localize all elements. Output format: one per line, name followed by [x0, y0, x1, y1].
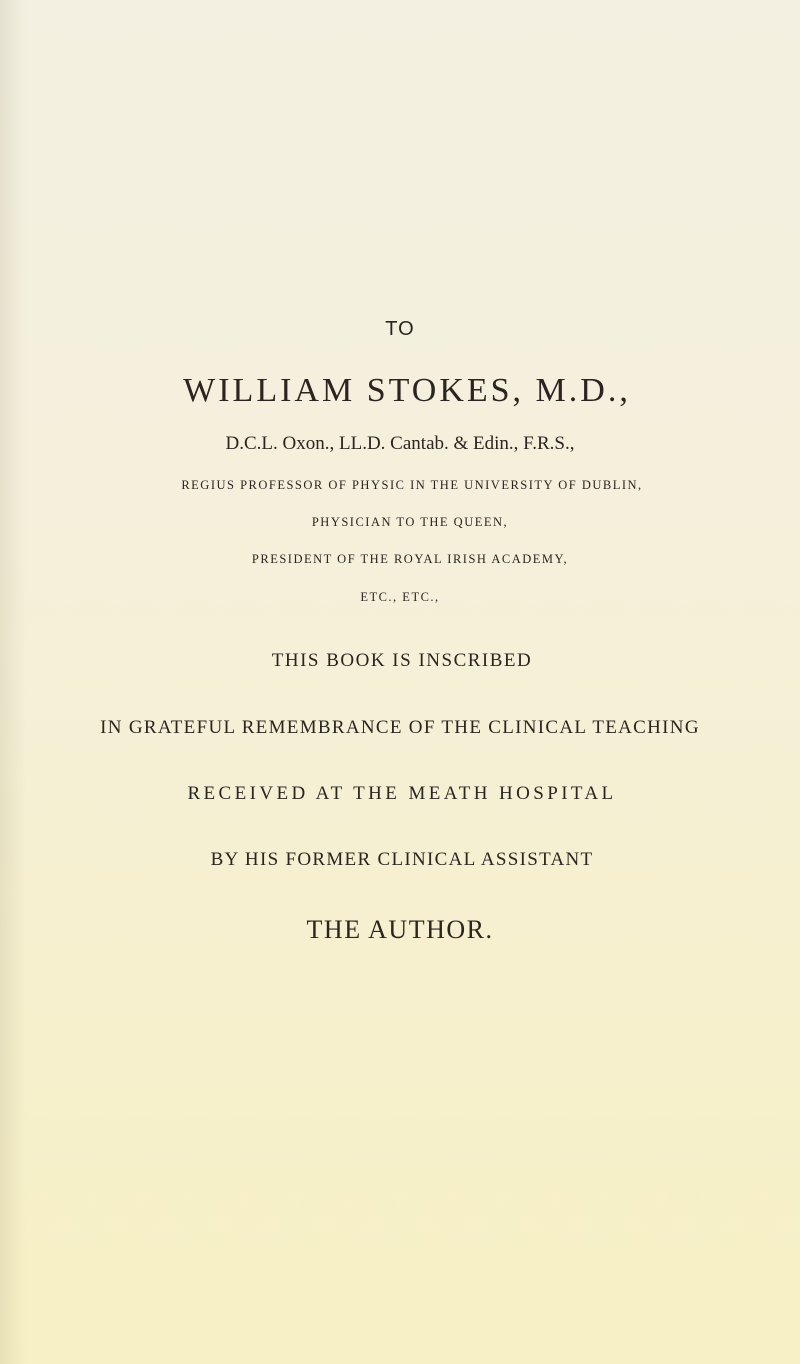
- assistant-line: BY HIS FORMER CLINICAL ASSISTANT: [210, 849, 594, 870]
- hospital-line: RECEIVED AT THE MEATH HOSPITAL: [187, 783, 617, 804]
- dedicatee-etc: ETC., ETC.,: [360, 590, 440, 604]
- dedicatee-title-regius: REGIUS PROFESSOR OF PHYSIC IN THE UNIVERSITY OF DUBLIN,: [181, 478, 643, 492]
- dedication-to: TO: [385, 318, 415, 340]
- dedicatee-title-president: PRESIDENT OF THE ROYAL IRISH ACADEMY,: [251, 552, 569, 566]
- author-signature: THE AUTHOR.: [306, 915, 494, 944]
- remembrance-line: IN GRATEFUL REMEMBRANCE OF THE CLINICAL TEACHING: [100, 717, 700, 738]
- dedicatee-name: WILLIAM STOKES, M.D.,: [183, 372, 631, 409]
- inscription-line: THIS BOOK IS INSCRIBED: [271, 650, 533, 671]
- dedicatee-degrees: D.C.L. Oxon., LL.D. Cantab. & Edin., F.R.S.,: [225, 433, 575, 454]
- dedicatee-title-physician: PHYSICIAN TO THE QUEEN,: [311, 515, 509, 529]
